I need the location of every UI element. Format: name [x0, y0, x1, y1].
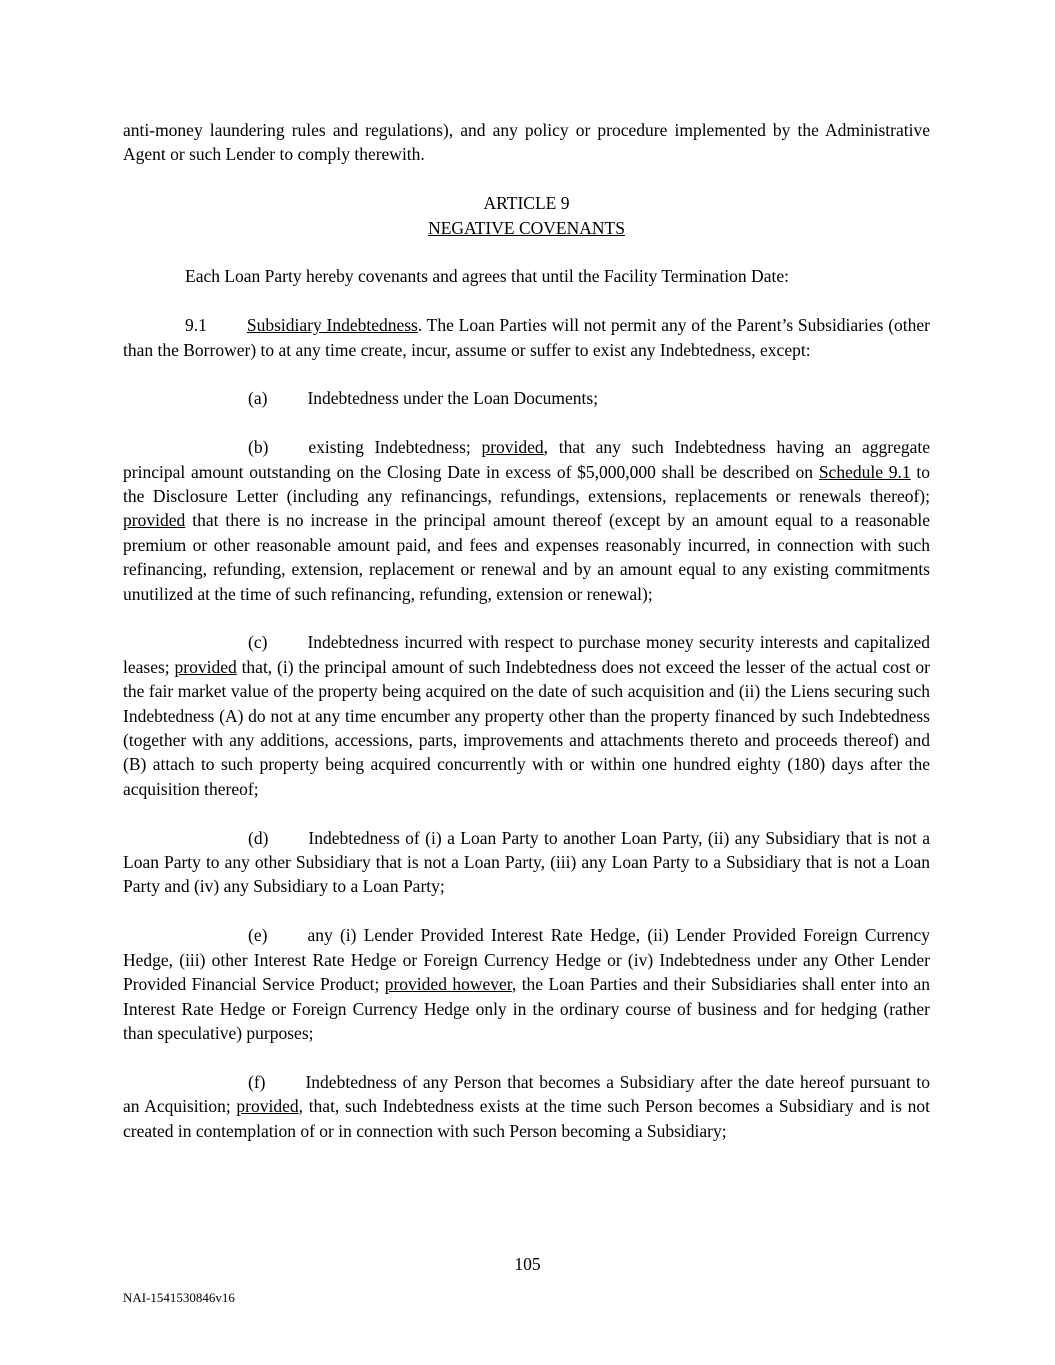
document-id-footer: NAI-1541530846v16 [123, 1290, 235, 1305]
clause-f: (f) Indebtedness of any Person that becomes a Subsidiary after the date hereof pursuant to an Acquisition; provided, that, such Indebtedness exists at the time such Person becomes a Subsidiary and is not created in contemplation of or in connection with such Person becoming a Subsidiary; [123, 1071, 930, 1141]
clause-d: (d) Indebtedness of (i) a Loan Party to another Loan Party, (ii) any Subsidiary that is not a Loan Party to any other Subsidiary that is not a Loan Party, (iii) any Loan Party to a Subsidiary that is not a Loan Party and (iv) any Subsidiary to a Loan Party; [123, 827, 930, 897]
clause-e: (e) any (i) Lender Provided Interest Rate Hedge, (ii) Lender Provided Foreign Currency Hedge, (iii) other Interest Rate Hedge or Foreign Currency Hedge or (iv) Indebtedness under any Other Lender Provided Financial Service Product; provided however, the Loan Parties and their Subsidiaries shall enter into an Interest Rate Hedge or Foreign Currency Hedge only in the ordinary course of business and for hedging (rather than speculative) purposes; [123, 925, 930, 1043]
article-number: ARTICLE 9 [483, 193, 570, 214]
article-heading [123, 191, 930, 240]
clause-a: (a) Indebtedness under the Loan Documents; [248, 388, 599, 409]
paragraph-continuation: anti-money laundering rules and regulations), and any policy or procedure implemented by the Administrative Agent or such Lender to comply therewith. [123, 120, 930, 165]
paragraph-covenant: Each Loan Party hereby covenants and agrees that until the Facility Termination Date: [185, 266, 789, 287]
clause-c: (c) Indebtedness incurred with respect to purchase money security interests and capitalized leases; provided that, (i) the principal amount of such Indebtedness does not exceed the lesser of the actual cost or the fair market value of the property being acquired on the date of such acquisition and (ii) the Liens securing such Indebtedness (A) do not at any time encumber any property other than the property financed by such Indebtedness (together with any additions, accessions, parts, improvements and attachments thereto and proceeds thereof) and (B) attach to such property being acquired concurrently with or within one hundred eighty (180) days after the acquisition thereof; [123, 632, 930, 799]
clause-b: (b) existing Indebtedness; provided, that any such Indebtedness having an aggregate principal amount outstanding on the Closing Date in excess of $5,000,000 shall be described on Schedule 9.1 to the Disclosure Letter (including any refinancings, refundings, extensions, replacements or renewals thereof); provided that there is no increase in the principal amount thereof (except by an amount equal to a reasonable premium or other reasonable amount paid, and fees and expenses reasonably incurred, in connection with such refinancing, refunding, extension, replacement or renewal and by an amount equal to any existing commitments unutilized at the time of such refinancing, refunding, extension or renewal); [123, 437, 930, 604]
page-body [123, 118, 930, 1143]
page-number: 105 [514, 1254, 541, 1274]
article-title: NEGATIVE COVENANTS [428, 217, 625, 238]
section-9-1: 9.1 Subsidiary Indebtedness. The Loan Parties will not permit any of the Parent’s Subsidiaries (other than the Borrower) to at any time create, incur, assume or suffer to exist any Indebtedness, except: [123, 315, 930, 360]
